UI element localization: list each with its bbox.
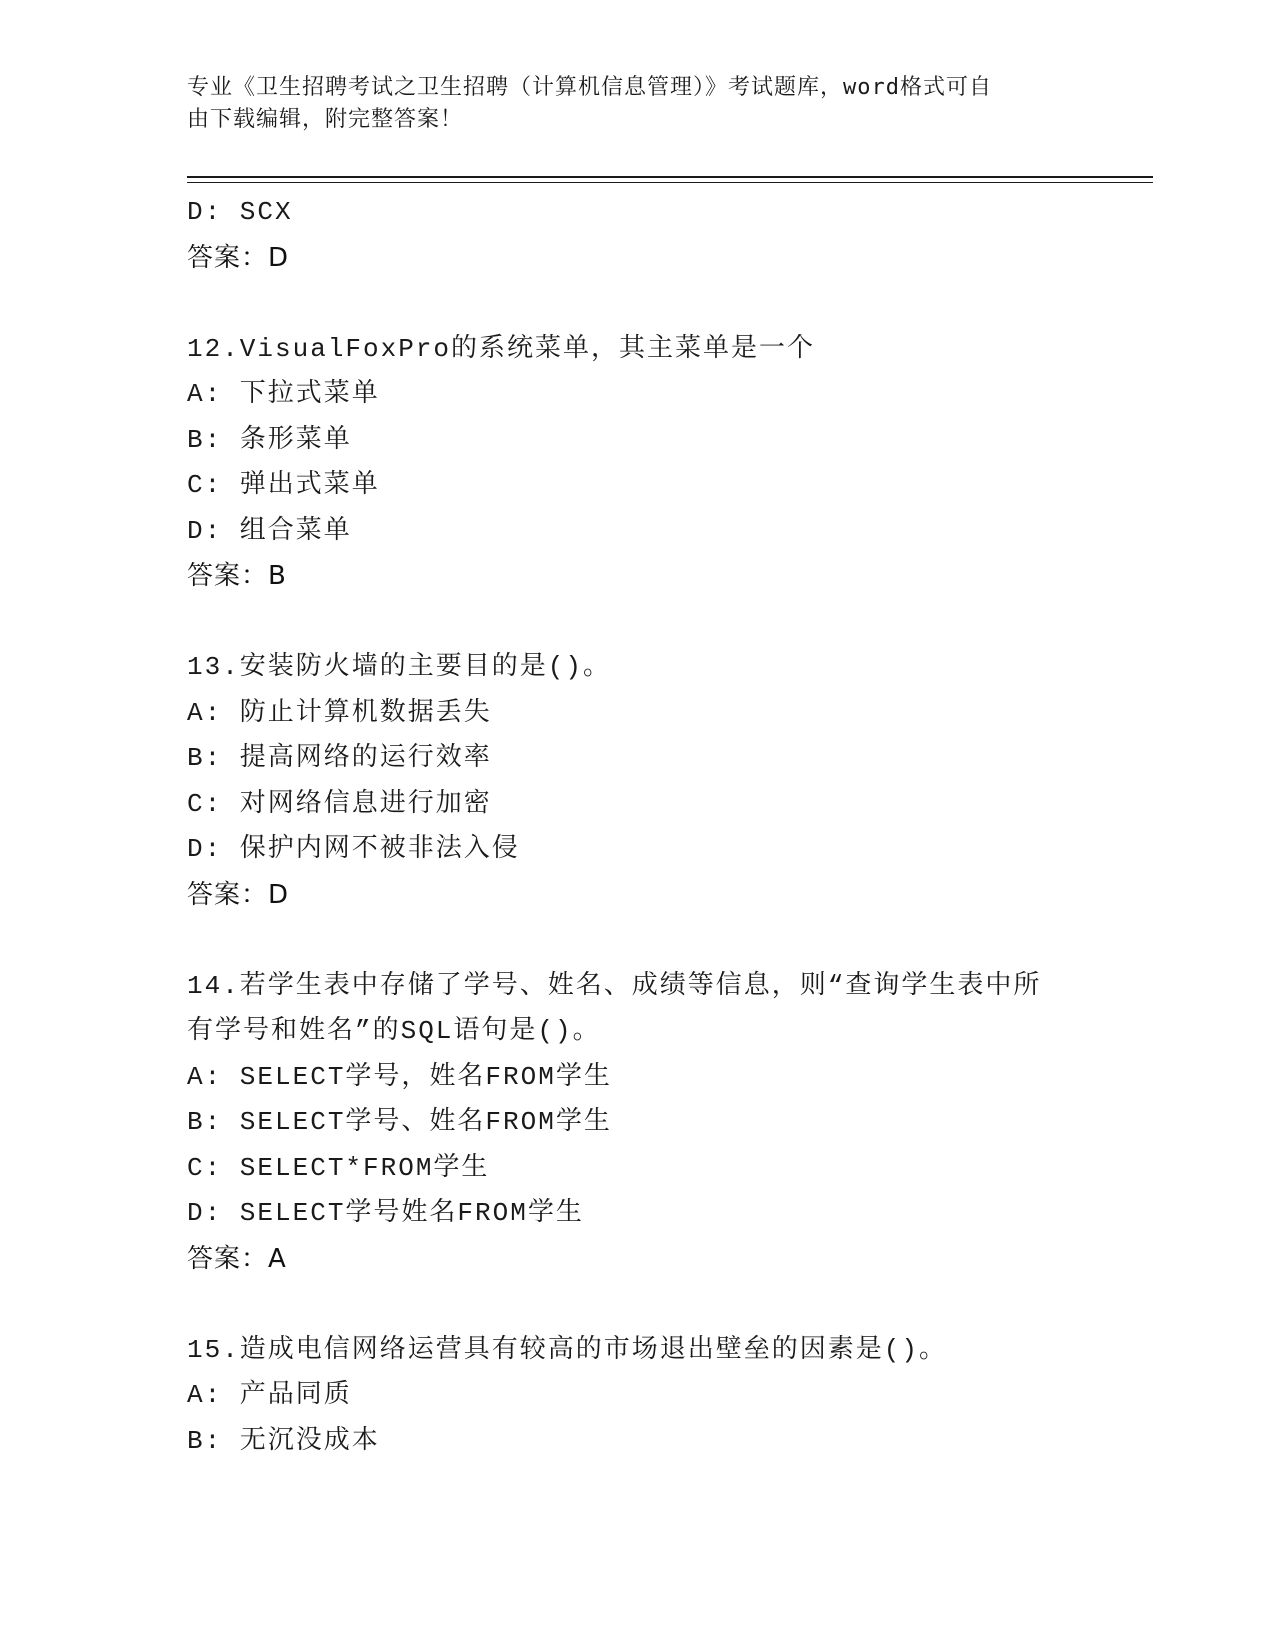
header-divider-thin xyxy=(187,182,1153,183)
answer-key: 答案：D xyxy=(187,242,290,273)
question-block xyxy=(187,1328,1087,1465)
document-header xyxy=(187,72,1067,136)
answer-option: B: 提高网络的运行效率 xyxy=(187,743,492,773)
answer-option: D: 组合菜单 xyxy=(187,515,352,546)
answer-option: A: 产品同质 xyxy=(187,1380,352,1410)
answer-key: 答案：A xyxy=(187,1243,287,1274)
question-spacer xyxy=(187,918,1087,964)
header-line-1: 专业《卫生招聘考试之卫生招聘（计算机信息管理）》考试题库，word格式可自 xyxy=(187,75,992,100)
answer-option: B: 无沉没成本 xyxy=(187,1425,380,1456)
answer-option: D: 保护内网不被非法入侵 xyxy=(187,834,520,864)
answer-option: A: 防止计算机数据丢失 xyxy=(187,697,492,728)
answer-option: A: 下拉式菜单 xyxy=(187,379,380,409)
answer-option: C: 弹出式菜单 xyxy=(187,470,380,500)
answer-option: C: 对网络信息进行加密 xyxy=(187,788,492,819)
answer-option: B: 条形菜单 xyxy=(187,424,352,455)
header-line-2: 由下载编辑，附完整答案！ xyxy=(187,107,464,132)
question-stem: 13.安装防火墙的主要目的是()。 xyxy=(187,652,612,682)
answer-key: 答案：B xyxy=(187,561,287,591)
question-stem: 15.造成电信网络运营具有较高的市场退出壁垒的因素是()。 xyxy=(187,1334,948,1365)
answer-option: D: SELECT学号姓名FROM学生 xyxy=(187,1198,584,1228)
question-block xyxy=(187,645,1087,918)
question-stem: 12.VisualFoxPro的系统菜单，其主菜单是一个 xyxy=(187,333,816,364)
question-spacer xyxy=(187,600,1087,646)
question-spacer xyxy=(187,1282,1087,1328)
answer-option: C: SELECT*FROM学生 xyxy=(187,1152,490,1183)
question-block xyxy=(187,327,1087,600)
question-block xyxy=(187,964,1087,1283)
header-divider-thick xyxy=(187,176,1153,178)
question-block xyxy=(187,190,1087,281)
question-stem: 14.若学生表中存储了学号、姓名、成绩等信息，则“查询学生表中所 xyxy=(187,970,1042,1001)
question-list xyxy=(187,190,1087,1464)
answer-option: B: SELECT学号、姓名FROM学生 xyxy=(187,1107,612,1137)
answer-option: A: SELECT学号，姓名FROM学生 xyxy=(187,1061,612,1092)
question-spacer xyxy=(187,281,1087,327)
question-stem: 有学号和姓名”的SQL语句是()。 xyxy=(187,1016,601,1046)
answer-key: 答案：D xyxy=(187,879,290,910)
answer-option: D: SCX xyxy=(187,197,293,227)
